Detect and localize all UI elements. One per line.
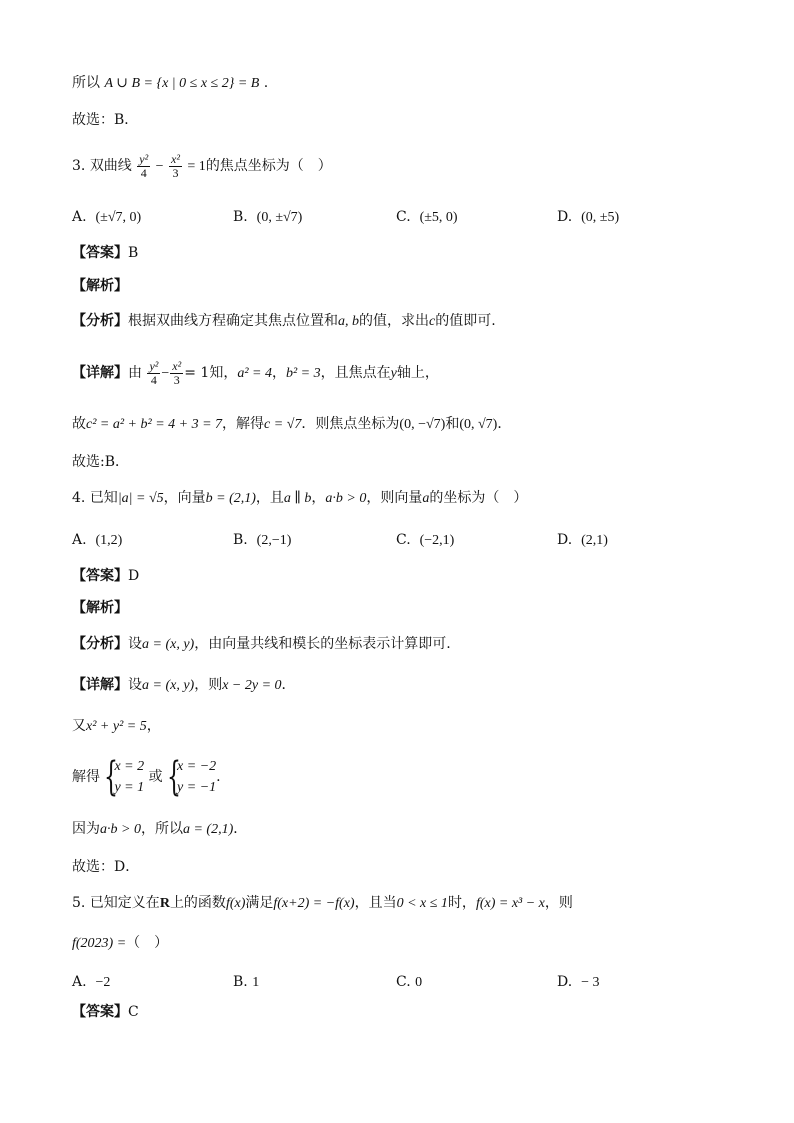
- equation: y = −1: [177, 780, 217, 795]
- option-label: C.: [396, 532, 411, 548]
- minus: −: [155, 159, 164, 174]
- formula: a² = 4: [237, 366, 272, 381]
- question-3-stem: [72, 152, 332, 181]
- fenxi-tag: 【分析】: [72, 636, 128, 652]
- text: ，由向量共线和模长的坐标表示计算即可.: [194, 636, 451, 652]
- text: ，所以: [140, 821, 183, 837]
- xiangjie-tag: 【详解】: [72, 677, 128, 693]
- text: 根据双曲线方程确定其焦点位置和: [128, 313, 338, 329]
- text: ，: [146, 718, 161, 734]
- fenxi-tag: 【分析】: [72, 313, 128, 329]
- text: ，则: [194, 677, 223, 693]
- text: ，解得: [222, 416, 265, 432]
- option-label: A.: [72, 209, 87, 225]
- text: 的值即可.: [435, 313, 496, 329]
- q5-option-b: [233, 972, 259, 993]
- text: 的焦点坐标为（ ）: [205, 158, 332, 174]
- text: ．: [281, 677, 296, 693]
- formula: f(2023) =: [72, 936, 127, 951]
- q4-option-a: [72, 530, 122, 551]
- text: 已知定义在: [89, 895, 160, 911]
- q4-option-d: [557, 530, 608, 551]
- text: .: [216, 769, 221, 785]
- denominator: 4: [150, 372, 157, 387]
- brace: {: [167, 754, 182, 800]
- text: ，则: [544, 895, 573, 911]
- formula: c: [429, 314, 436, 329]
- q5-option-a: [72, 972, 110, 993]
- formula: a·b > 0: [100, 822, 141, 837]
- text: ，向量: [163, 490, 206, 506]
- formula: f(x) = x³ − x: [475, 896, 545, 911]
- formula: a = (x, y): [142, 637, 195, 652]
- formula: y: [390, 366, 397, 381]
- formula: R: [159, 896, 170, 911]
- text: 的坐标为（ ）: [429, 490, 528, 506]
- q4-constraint-line: [72, 716, 161, 737]
- text: 或: [148, 769, 163, 785]
- option-label: B.: [233, 532, 248, 548]
- text: 轴上，: [396, 365, 439, 381]
- option-value: (0, ±√7): [256, 210, 303, 225]
- question-number: 5.: [72, 895, 86, 911]
- option-label: B.: [233, 974, 248, 990]
- formula: |a| = √5: [117, 491, 164, 506]
- text: 满足: [245, 895, 274, 911]
- fraction: [170, 360, 183, 387]
- text: 设: [128, 636, 142, 652]
- numerator: y²: [149, 358, 159, 373]
- option-value: (±√7, 0): [95, 210, 142, 225]
- text: ，则向量: [366, 490, 423, 506]
- xiangjie-tag: 【详解】: [72, 365, 128, 381]
- option-value: (2,1): [581, 533, 608, 548]
- analysis-tag: 【解析】: [72, 278, 128, 294]
- text: 解得: [72, 769, 100, 785]
- text: ．: [233, 821, 248, 837]
- denominator: 3: [173, 372, 180, 387]
- formula: a ∥ b: [283, 491, 312, 506]
- formula: f(x+2) = −f(x): [273, 896, 355, 911]
- q3-option-b: [233, 207, 302, 228]
- equation-system: [104, 756, 144, 798]
- numerator: y²: [139, 151, 149, 166]
- q5-option-d: [557, 972, 600, 993]
- option-label: A.: [72, 974, 87, 990]
- text: ，且焦点在: [320, 365, 391, 381]
- formula: (0, √7): [459, 417, 498, 432]
- q3-option-c: [396, 207, 458, 228]
- q4-answer-line: [72, 566, 139, 586]
- formula: x − 2y = 0: [222, 678, 282, 693]
- question-5-stem-cont: [72, 933, 168, 954]
- option-label: C.: [396, 209, 411, 225]
- minus: −: [161, 366, 170, 381]
- numerator: x²: [172, 358, 182, 373]
- text: 已知: [89, 490, 118, 506]
- formula: c = √7: [264, 417, 302, 432]
- question-5-stem: [72, 893, 573, 914]
- formula: 0 < x ≤ 1: [396, 896, 448, 911]
- text: 故: [72, 416, 86, 432]
- option-value: (0, ±5): [581, 210, 620, 225]
- equation-system: [167, 756, 216, 798]
- conclusion-line: [72, 73, 268, 94]
- text: （ ）: [126, 935, 169, 951]
- fraction: [169, 153, 182, 180]
- q3-xiangjie-line: [72, 359, 439, 388]
- text: 由: [128, 365, 142, 381]
- text: 所以: [72, 75, 100, 91]
- text: 的值，求出: [359, 313, 429, 329]
- formula: (0, −√7): [399, 417, 446, 432]
- q4-fenxi-line: [72, 634, 451, 655]
- q5-answer-line: [72, 1002, 139, 1022]
- formula: b² = 3: [285, 366, 321, 381]
- text: ．则焦点坐标为: [301, 416, 400, 432]
- q5-option-c: [396, 972, 422, 993]
- choose-line: 故选：B．: [72, 112, 139, 128]
- formula: a·b > 0: [325, 491, 367, 506]
- option-value: (2,−1): [256, 533, 292, 548]
- q4-conclusion-line: [72, 819, 247, 840]
- equation: x = 2: [114, 759, 145, 774]
- option-value: −2: [95, 975, 111, 990]
- formula: a = (x, y): [142, 678, 195, 693]
- fraction: [147, 360, 160, 387]
- text: ，: [311, 490, 326, 506]
- text: ，: [271, 365, 286, 381]
- option-label: B.: [233, 209, 248, 225]
- q4-option-b: [233, 530, 291, 551]
- option-label: D.: [557, 974, 573, 990]
- option-value: (±5, 0): [419, 210, 458, 225]
- text: 又: [72, 718, 86, 734]
- formula: x² + y² = 5: [86, 719, 147, 734]
- q3-fenxi-line: [72, 311, 496, 332]
- q3-analysis-tag: [72, 276, 128, 296]
- text: 上的函数: [169, 895, 226, 911]
- formula: a: [422, 491, 430, 506]
- text: ，且: [255, 490, 284, 506]
- text: 因为: [72, 821, 100, 837]
- equation: x = −2: [177, 759, 217, 774]
- question-4-stem: [72, 488, 527, 509]
- option-label: D.: [557, 532, 573, 548]
- q4-solve-line: [72, 756, 221, 798]
- text: = 1知，: [184, 365, 238, 381]
- analysis-tag: 【解析】: [72, 600, 128, 616]
- formula: f(x): [225, 896, 246, 911]
- q3-option-d: [557, 207, 619, 228]
- brace: {: [104, 754, 119, 800]
- formula: b = (2,1): [205, 491, 256, 506]
- q4-analysis-tag: [72, 598, 128, 618]
- text: 和: [445, 416, 460, 432]
- answer-value: D: [128, 568, 140, 584]
- numerator: x²: [171, 151, 180, 166]
- text: 双曲线: [89, 158, 132, 174]
- text: ．: [497, 416, 512, 432]
- answer-tag: 【答案】: [72, 1004, 128, 1020]
- text: 时，: [447, 895, 476, 911]
- text: .: [263, 75, 269, 91]
- formula: a, b: [338, 314, 359, 329]
- option-value: − 3: [581, 975, 600, 990]
- q3-choose-line: 故选:B．: [72, 454, 130, 470]
- equation: y = 1: [114, 780, 145, 795]
- option-value: 1: [252, 975, 260, 990]
- option-label: D.: [557, 209, 573, 225]
- answer-tag: 【答案】: [72, 245, 128, 261]
- option-value: (−2,1): [419, 533, 455, 548]
- equals: = 1: [187, 159, 206, 174]
- answer-tag: 【答案】: [72, 568, 128, 584]
- answer-value: B: [128, 245, 139, 261]
- q4-option-c: [396, 530, 454, 551]
- option-value: 0: [415, 975, 423, 990]
- denominator: 3: [172, 165, 179, 180]
- denominator: 4: [140, 165, 147, 180]
- question-number: 4.: [72, 490, 86, 506]
- q4-choose-line: 故选：D．: [72, 859, 140, 875]
- option-value: (1,2): [95, 533, 123, 548]
- formula: c² = a² + b² = 4 + 3 = 7: [86, 417, 223, 432]
- q3-option-a: [72, 207, 141, 228]
- option-label: C.: [396, 974, 411, 990]
- q4-xiangjie-line: [72, 675, 296, 696]
- text: 设: [128, 677, 142, 693]
- q3-answer-line: [72, 243, 138, 263]
- question-number: 3.: [72, 158, 86, 174]
- fraction: [137, 153, 150, 180]
- formula: A ∪ B = {x | 0 ≤ x ≤ 2} = B: [104, 76, 260, 91]
- answer-value: C: [128, 1004, 139, 1020]
- option-label: A.: [72, 532, 87, 548]
- formula: a = (2,1): [182, 822, 234, 837]
- q3-solution-line: [72, 414, 511, 435]
- text: ，且当: [354, 895, 397, 911]
